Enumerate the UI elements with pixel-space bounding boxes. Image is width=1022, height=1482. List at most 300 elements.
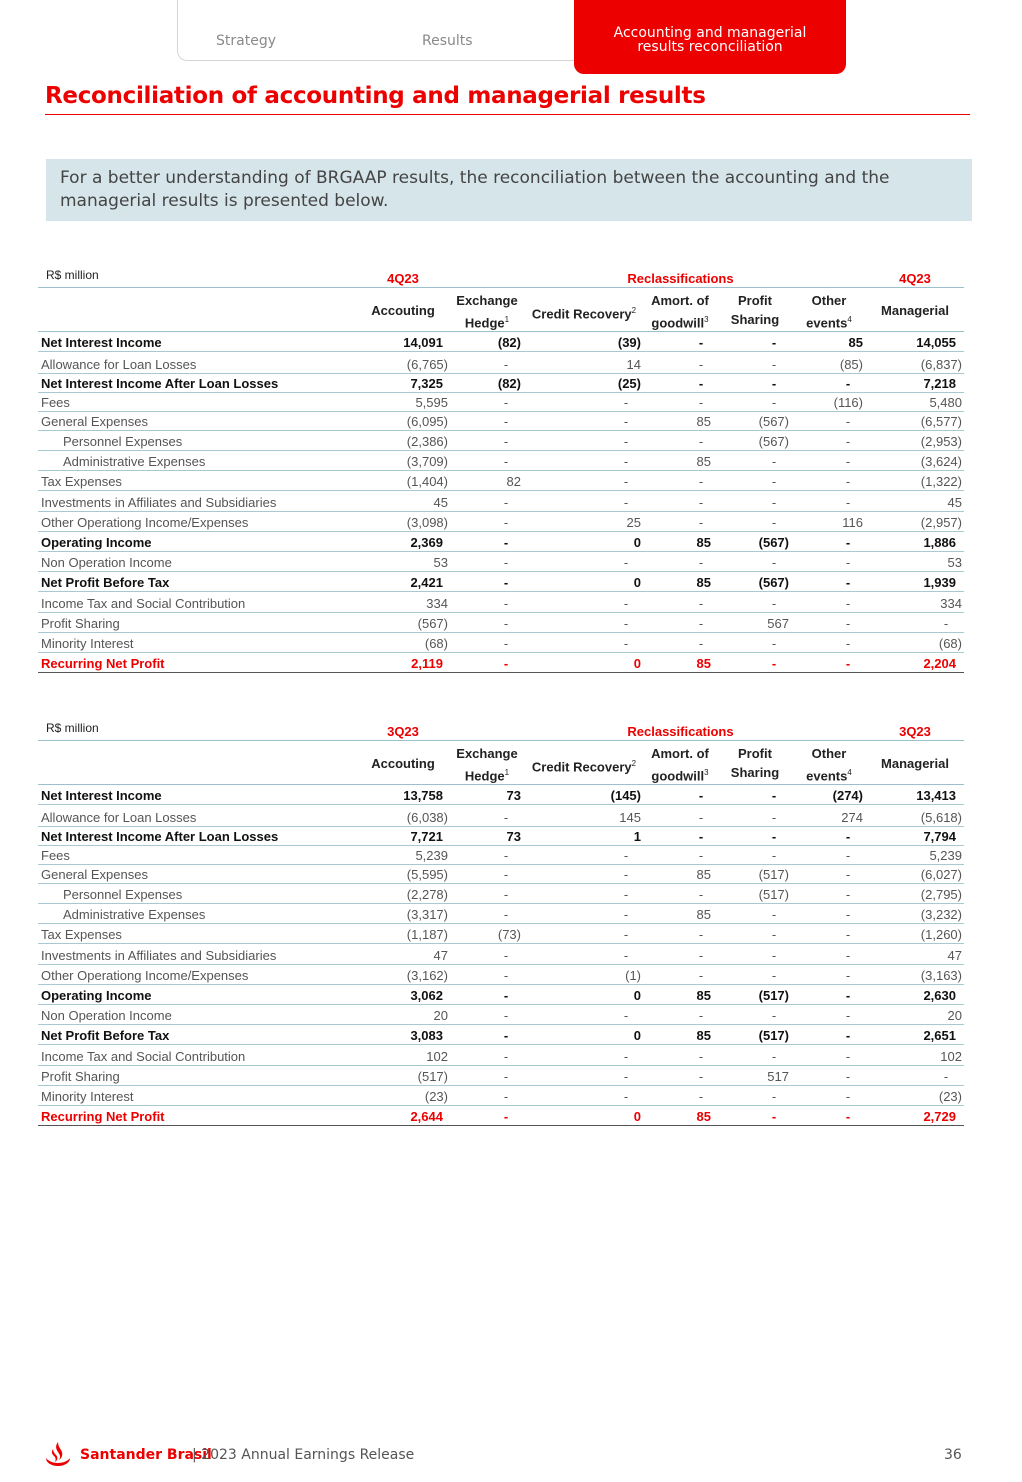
cell-value: - <box>845 414 851 429</box>
cell-value: (2,386) <box>406 434 448 449</box>
cell-value: (25) <box>617 376 641 391</box>
cell-value: - <box>623 616 629 631</box>
cell-value: (3,317) <box>406 907 448 922</box>
cell-value: 2,421 <box>410 575 443 590</box>
cell-value: 2,369 <box>410 535 443 550</box>
cell-value: 0 <box>633 1109 641 1124</box>
table-row <box>38 373 964 393</box>
cell-value: 274 <box>841 810 863 825</box>
cell-value: (517) <box>758 1028 789 1043</box>
col-accounting-text: Accouting <box>371 303 435 318</box>
cell-value: (6,765) <box>406 357 448 372</box>
cell-value: 45 <box>433 495 448 510</box>
table-row <box>38 572 964 592</box>
cell-value: - <box>771 1008 777 1023</box>
cell-value: 567 <box>767 616 789 631</box>
cell-value: (73) <box>497 927 521 942</box>
cell-value: (517) <box>758 887 789 902</box>
cell-value: 517 <box>767 1069 789 1084</box>
col-managerial-text: Managerial <box>881 756 949 771</box>
tab-strategy[interactable]: Strategy <box>216 33 276 49</box>
cell-value: - <box>623 1089 629 1104</box>
cell-value: - <box>845 1049 851 1064</box>
col-exchange-hedge <box>446 744 528 785</box>
cell-value: - <box>503 515 509 530</box>
cell-value: - <box>503 434 509 449</box>
cell-value: - <box>623 454 629 469</box>
cell-value: 2,630 <box>923 988 956 1003</box>
cell-value: - <box>771 927 777 942</box>
cell-value: - <box>503 948 509 963</box>
cell-value: - <box>623 1069 629 1084</box>
unit-label: R$ million <box>46 268 99 282</box>
cell-value: (116) <box>833 395 863 410</box>
cell-value: (145) <box>610 788 641 803</box>
cell-value: - <box>845 848 851 863</box>
row-label: Non Operation Income <box>41 1008 172 1023</box>
table-row <box>38 431 964 451</box>
table-row <box>38 864 964 884</box>
cell-value: - <box>771 395 777 410</box>
table-row <box>38 332 964 352</box>
cell-value: 3,062 <box>410 988 443 1003</box>
cell-value: (6,577) <box>920 414 962 429</box>
cell-value: - <box>698 474 704 489</box>
col-managerial-text: Managerial <box>881 303 949 318</box>
cell-value: 73 <box>506 829 521 844</box>
col-managerial <box>870 301 960 320</box>
cell-value: - <box>623 927 629 942</box>
cell-value: - <box>623 887 629 902</box>
cell-value: - <box>845 927 851 942</box>
cell-value: 85 <box>696 575 711 590</box>
cell-value: - <box>698 357 704 372</box>
cell-value: - <box>623 596 629 611</box>
row-label: Net Interest Income <box>41 788 162 803</box>
cell-value: (6,837) <box>920 357 962 372</box>
cell-value: - <box>771 656 777 671</box>
table-row <box>38 392 964 412</box>
col-accounting <box>358 301 448 320</box>
cell-value: (5,595) <box>406 867 448 882</box>
cell-value: (567) <box>758 575 789 590</box>
row-separator <box>38 351 964 352</box>
cell-value: - <box>698 810 704 825</box>
table-row <box>38 924 964 944</box>
cell-value: 85 <box>696 1028 711 1043</box>
cell-value: - <box>771 1089 777 1104</box>
cell-value: - <box>698 636 704 651</box>
col-exchange-hedge-text: Exchange <box>456 746 518 761</box>
cell-value: 85 <box>696 1109 711 1124</box>
cell-value: - <box>698 968 704 983</box>
col-profit-sharing-text: Sharing <box>730 765 780 780</box>
col-amort-goodwill-footnote: 3 <box>704 768 709 777</box>
page-number: 36 <box>944 1447 962 1463</box>
cell-value: 1,939 <box>923 575 956 590</box>
cell-value: - <box>771 357 777 372</box>
cell-value: 25 <box>626 515 641 530</box>
tab-results[interactable]: Results <box>422 33 473 49</box>
table-row <box>38 904 964 924</box>
cell-value: 5,480 <box>929 395 962 410</box>
cell-value: 85 <box>696 867 711 882</box>
row-label: Non Operation Income <box>41 555 172 570</box>
cell-value: - <box>698 1089 704 1104</box>
cell-value: - <box>845 968 851 983</box>
period-label-managerial: 4Q23 <box>899 271 931 286</box>
cell-value: - <box>698 616 704 631</box>
cell-value: - <box>503 907 509 922</box>
cell-value: (2,795) <box>920 887 962 902</box>
cell-value: (3,163) <box>920 968 962 983</box>
col-amort-goodwill <box>644 291 716 332</box>
cell-value: - <box>698 788 704 803</box>
cell-value: (85) <box>839 357 863 372</box>
table-row <box>38 845 964 865</box>
col-exchange-hedge <box>446 291 528 332</box>
cell-value: - <box>771 454 777 469</box>
cell-value: - <box>698 495 704 510</box>
table-row <box>38 826 964 846</box>
cell-value: - <box>698 1049 704 1064</box>
cell-value: - <box>845 948 851 963</box>
tab-active-label-1: Accounting and managerial <box>613 25 807 41</box>
period-label-accounting: 3Q23 <box>387 724 419 739</box>
col-profit-sharing <box>720 291 790 329</box>
col-profit-sharing <box>720 744 790 782</box>
row-label: Operating Income <box>41 988 152 1003</box>
row-label: Tax Expenses <box>41 474 122 489</box>
table-row <box>38 1066 964 1086</box>
cell-value: 85 <box>696 988 711 1003</box>
cell-value: 3,083 <box>410 1028 443 1043</box>
row-label: Investments in Affiliates and Subsidiaries <box>41 495 277 510</box>
row-label: Net Interest Income After Loan Losses <box>41 376 279 391</box>
cell-value: - <box>503 988 509 1003</box>
period-label-managerial: 3Q23 <box>899 724 931 739</box>
cell-value: 334 <box>940 596 962 611</box>
cell-value: (68) <box>938 636 962 651</box>
table-row <box>38 512 964 532</box>
tab-accounting-reconciliation[interactable] <box>574 0 846 74</box>
cell-value: (82) <box>497 376 521 391</box>
row-label: Fees <box>41 848 70 863</box>
table-row <box>38 633 964 653</box>
cell-value: (2,278) <box>406 887 448 902</box>
cell-value: - <box>845 887 851 902</box>
cell-value: (1,260) <box>920 927 962 942</box>
santander-flame-icon <box>44 1441 72 1467</box>
table-row <box>38 884 964 904</box>
cell-value: (5,618) <box>920 810 962 825</box>
col-credit-recovery-text: Credit Recovery <box>531 306 632 322</box>
cell-value: - <box>845 495 851 510</box>
cell-value: 5,239 <box>929 848 962 863</box>
cell-value: - <box>771 474 777 489</box>
cell-value: 53 <box>433 555 448 570</box>
cell-value: - <box>771 515 777 530</box>
table-row <box>38 785 964 805</box>
reclassifications-label: Reclassifications <box>627 271 734 286</box>
cell-value: (6,038) <box>406 810 448 825</box>
row-label: Other Operationg Income/Expenses <box>41 968 249 983</box>
row-label: Net Interest Income After Loan Losses <box>41 829 279 844</box>
cell-value: 102 <box>940 1049 962 1064</box>
cell-value: (2,953) <box>920 434 962 449</box>
table-row <box>38 1005 964 1025</box>
cell-value: 0 <box>633 535 641 550</box>
row-label: Recurring Net Profit <box>41 656 165 671</box>
cell-value: - <box>503 616 509 631</box>
cell-value: 0 <box>633 575 641 590</box>
row-label: Allowance for Loan Losses <box>41 810 197 825</box>
cell-value: 14 <box>626 357 641 372</box>
cell-value: 0 <box>633 656 641 671</box>
cell-value: - <box>503 454 509 469</box>
row-label: Profit Sharing <box>41 1069 120 1084</box>
cell-value: 0 <box>633 988 641 1003</box>
cell-value: - <box>943 1069 949 1084</box>
cell-value: - <box>698 848 704 863</box>
cell-value: - <box>845 1109 851 1124</box>
page-title: Reconciliation of accounting and managerial results <box>45 83 706 109</box>
cell-value: (23) <box>938 1089 962 1104</box>
row-label: Profit Sharing <box>41 616 120 631</box>
table-row <box>38 1046 964 1066</box>
col-credit-recovery-footnote: 2 <box>631 306 637 315</box>
cell-value: - <box>623 434 629 449</box>
cell-value: - <box>698 887 704 902</box>
table-row <box>38 807 964 827</box>
table-row <box>38 1025 964 1045</box>
cell-value: - <box>845 829 851 844</box>
col-profit-sharing-text: Sharing <box>730 312 780 327</box>
row-separator <box>38 591 964 592</box>
col-credit-recovery <box>524 301 644 323</box>
cell-value: - <box>698 596 704 611</box>
cell-value: - <box>503 1049 509 1064</box>
cell-value: 5,595 <box>415 395 448 410</box>
cell-value: 7,325 <box>410 376 443 391</box>
tab-group-background <box>177 0 599 61</box>
row-label: Operating Income <box>41 535 152 550</box>
table-row <box>38 471 964 491</box>
cell-value: - <box>771 335 777 350</box>
cell-value: - <box>698 434 704 449</box>
row-label: Tax Expenses <box>41 927 122 942</box>
table-row <box>38 1106 964 1126</box>
table-row <box>38 492 964 512</box>
row-label: Net Profit Before Tax <box>41 1028 170 1043</box>
table-row <box>38 965 964 985</box>
title-divider <box>45 114 970 115</box>
row-separator <box>38 1125 964 1127</box>
cell-value: - <box>771 636 777 651</box>
col-amort-goodwill-footnote: 3 <box>704 315 709 324</box>
cell-value: 7,794 <box>923 829 956 844</box>
cell-value: - <box>771 376 777 391</box>
col-profit-sharing-text: Profit <box>738 746 772 761</box>
cell-value: 14,055 <box>916 335 956 350</box>
row-separator <box>38 943 964 944</box>
cell-value: 85 <box>696 907 711 922</box>
cell-value: - <box>623 1008 629 1023</box>
col-accounting-text: Accouting <box>371 756 435 771</box>
col-other-events-text: Other <box>811 746 847 761</box>
cell-value: - <box>503 968 509 983</box>
col-other-events-text: Other <box>811 293 847 308</box>
cell-value: - <box>503 575 509 590</box>
section-tabs <box>177 0 845 74</box>
cell-value: - <box>845 376 851 391</box>
col-amort-goodwill-text: goodwill <box>651 768 705 784</box>
cell-value: 2,204 <box>923 656 956 671</box>
tab-active-label-2: results reconciliation <box>637 39 783 55</box>
cell-value: (2,957) <box>920 515 962 530</box>
cell-value: - <box>503 1008 509 1023</box>
cell-value: - <box>845 1069 851 1084</box>
col-other-events-footnote: 4 <box>847 768 852 777</box>
table-row <box>38 613 964 633</box>
row-label: Personnel Expenses <box>63 887 183 902</box>
cell-value: - <box>771 948 777 963</box>
row-label: Other Operationg Income/Expenses <box>41 515 249 530</box>
cell-value: - <box>698 515 704 530</box>
row-label: Minority Interest <box>41 1089 134 1104</box>
cell-value: (567) <box>758 414 789 429</box>
row-label: Allowance for Loan Losses <box>41 357 197 372</box>
cell-value: - <box>503 535 509 550</box>
cell-value: - <box>845 988 851 1003</box>
cell-value: - <box>771 495 777 510</box>
cell-value: 47 <box>947 948 962 963</box>
cell-value: - <box>623 948 629 963</box>
cell-value: 47 <box>433 948 448 963</box>
cell-value: 85 <box>696 535 711 550</box>
cell-value: - <box>943 616 949 631</box>
cell-value: 85 <box>696 414 711 429</box>
cell-value: 82 <box>506 474 521 489</box>
header-top-rule <box>38 740 964 741</box>
row-separator <box>38 804 964 805</box>
cell-value: 1,886 <box>923 535 956 550</box>
cell-value: 85 <box>696 656 711 671</box>
cell-value: - <box>503 656 509 671</box>
row-label: Administrative Expenses <box>63 907 206 922</box>
cell-value: 53 <box>947 555 962 570</box>
row-separator <box>38 490 964 491</box>
cell-value: - <box>623 848 629 863</box>
cell-value: (3,624) <box>920 454 962 469</box>
cell-value: (567) <box>758 434 789 449</box>
cell-value: - <box>623 867 629 882</box>
cell-value: - <box>503 1089 509 1104</box>
col-credit-recovery-footnote: 2 <box>631 759 637 768</box>
period-label-accounting: 4Q23 <box>387 271 419 286</box>
table-row <box>38 985 964 1005</box>
cell-value: (3,232) <box>920 907 962 922</box>
cell-value: - <box>503 887 509 902</box>
cell-value: - <box>771 596 777 611</box>
cell-value: - <box>845 434 851 449</box>
cell-value: - <box>698 376 704 391</box>
cell-value: 73 <box>506 788 521 803</box>
table-row <box>38 653 964 673</box>
cell-value: 2,644 <box>410 1109 443 1124</box>
cell-value: (517) <box>758 988 789 1003</box>
cell-value: - <box>503 1109 509 1124</box>
cell-value: - <box>623 555 629 570</box>
cell-value: - <box>503 414 509 429</box>
cell-value: - <box>503 1069 509 1084</box>
cell-value: - <box>771 555 777 570</box>
cell-value: (82) <box>497 335 521 350</box>
col-other-events <box>794 744 864 785</box>
cell-value: (3,098) <box>406 515 448 530</box>
cell-value: (3,162) <box>406 968 448 983</box>
cell-value: 45 <box>947 495 962 510</box>
cell-value: 2,651 <box>923 1028 956 1043</box>
row-label: Net Profit Before Tax <box>41 575 170 590</box>
row-label: Recurring Net Profit <box>41 1109 165 1124</box>
col-other-events-text: events <box>806 315 848 331</box>
row-label: General Expenses <box>41 414 148 429</box>
cell-value: - <box>845 636 851 651</box>
cell-value: - <box>845 616 851 631</box>
cell-value: 7,218 <box>923 376 956 391</box>
row-label: Income Tax and Social Contribution <box>41 596 246 611</box>
table-row <box>38 354 964 374</box>
cell-value: - <box>845 596 851 611</box>
cell-value: - <box>503 555 509 570</box>
row-label: Fees <box>41 395 70 410</box>
col-amort-goodwill-text: Amort. of <box>651 746 709 761</box>
cell-value: - <box>771 788 777 803</box>
cell-value: 2,729 <box>923 1109 956 1124</box>
cell-value: - <box>771 1049 777 1064</box>
col-profit-sharing-text: Profit <box>738 293 772 308</box>
cell-value: (567) <box>417 616 448 631</box>
table-row <box>38 593 964 613</box>
cell-value: 20 <box>947 1008 962 1023</box>
cell-value: (517) <box>417 1069 448 1084</box>
cell-value: - <box>845 867 851 882</box>
row-label: General Expenses <box>41 867 148 882</box>
row-label: Investments in Affiliates and Subsidiaries <box>41 948 277 963</box>
row-label: Administrative Expenses <box>63 454 206 469</box>
cell-value: - <box>623 495 629 510</box>
table-row <box>38 532 964 552</box>
cell-value: (1,404) <box>406 474 448 489</box>
cell-value: 14,091 <box>403 335 443 350</box>
col-exchange-hedge-footnote: 1 <box>504 315 510 324</box>
cell-value: - <box>698 1069 704 1084</box>
cell-value: - <box>845 555 851 570</box>
cell-value: - <box>623 474 629 489</box>
cell-value: - <box>845 1089 851 1104</box>
col-amort-goodwill <box>644 744 716 785</box>
cell-value: 1 <box>633 829 641 844</box>
cell-value: - <box>845 1008 851 1023</box>
row-label: Minority Interest <box>41 636 134 651</box>
cell-value: - <box>623 395 629 410</box>
cell-value: 0 <box>633 1028 641 1043</box>
cell-value: - <box>623 907 629 922</box>
table-row <box>38 552 964 572</box>
cell-value: - <box>503 1028 509 1043</box>
cell-value: (517) <box>758 867 789 882</box>
